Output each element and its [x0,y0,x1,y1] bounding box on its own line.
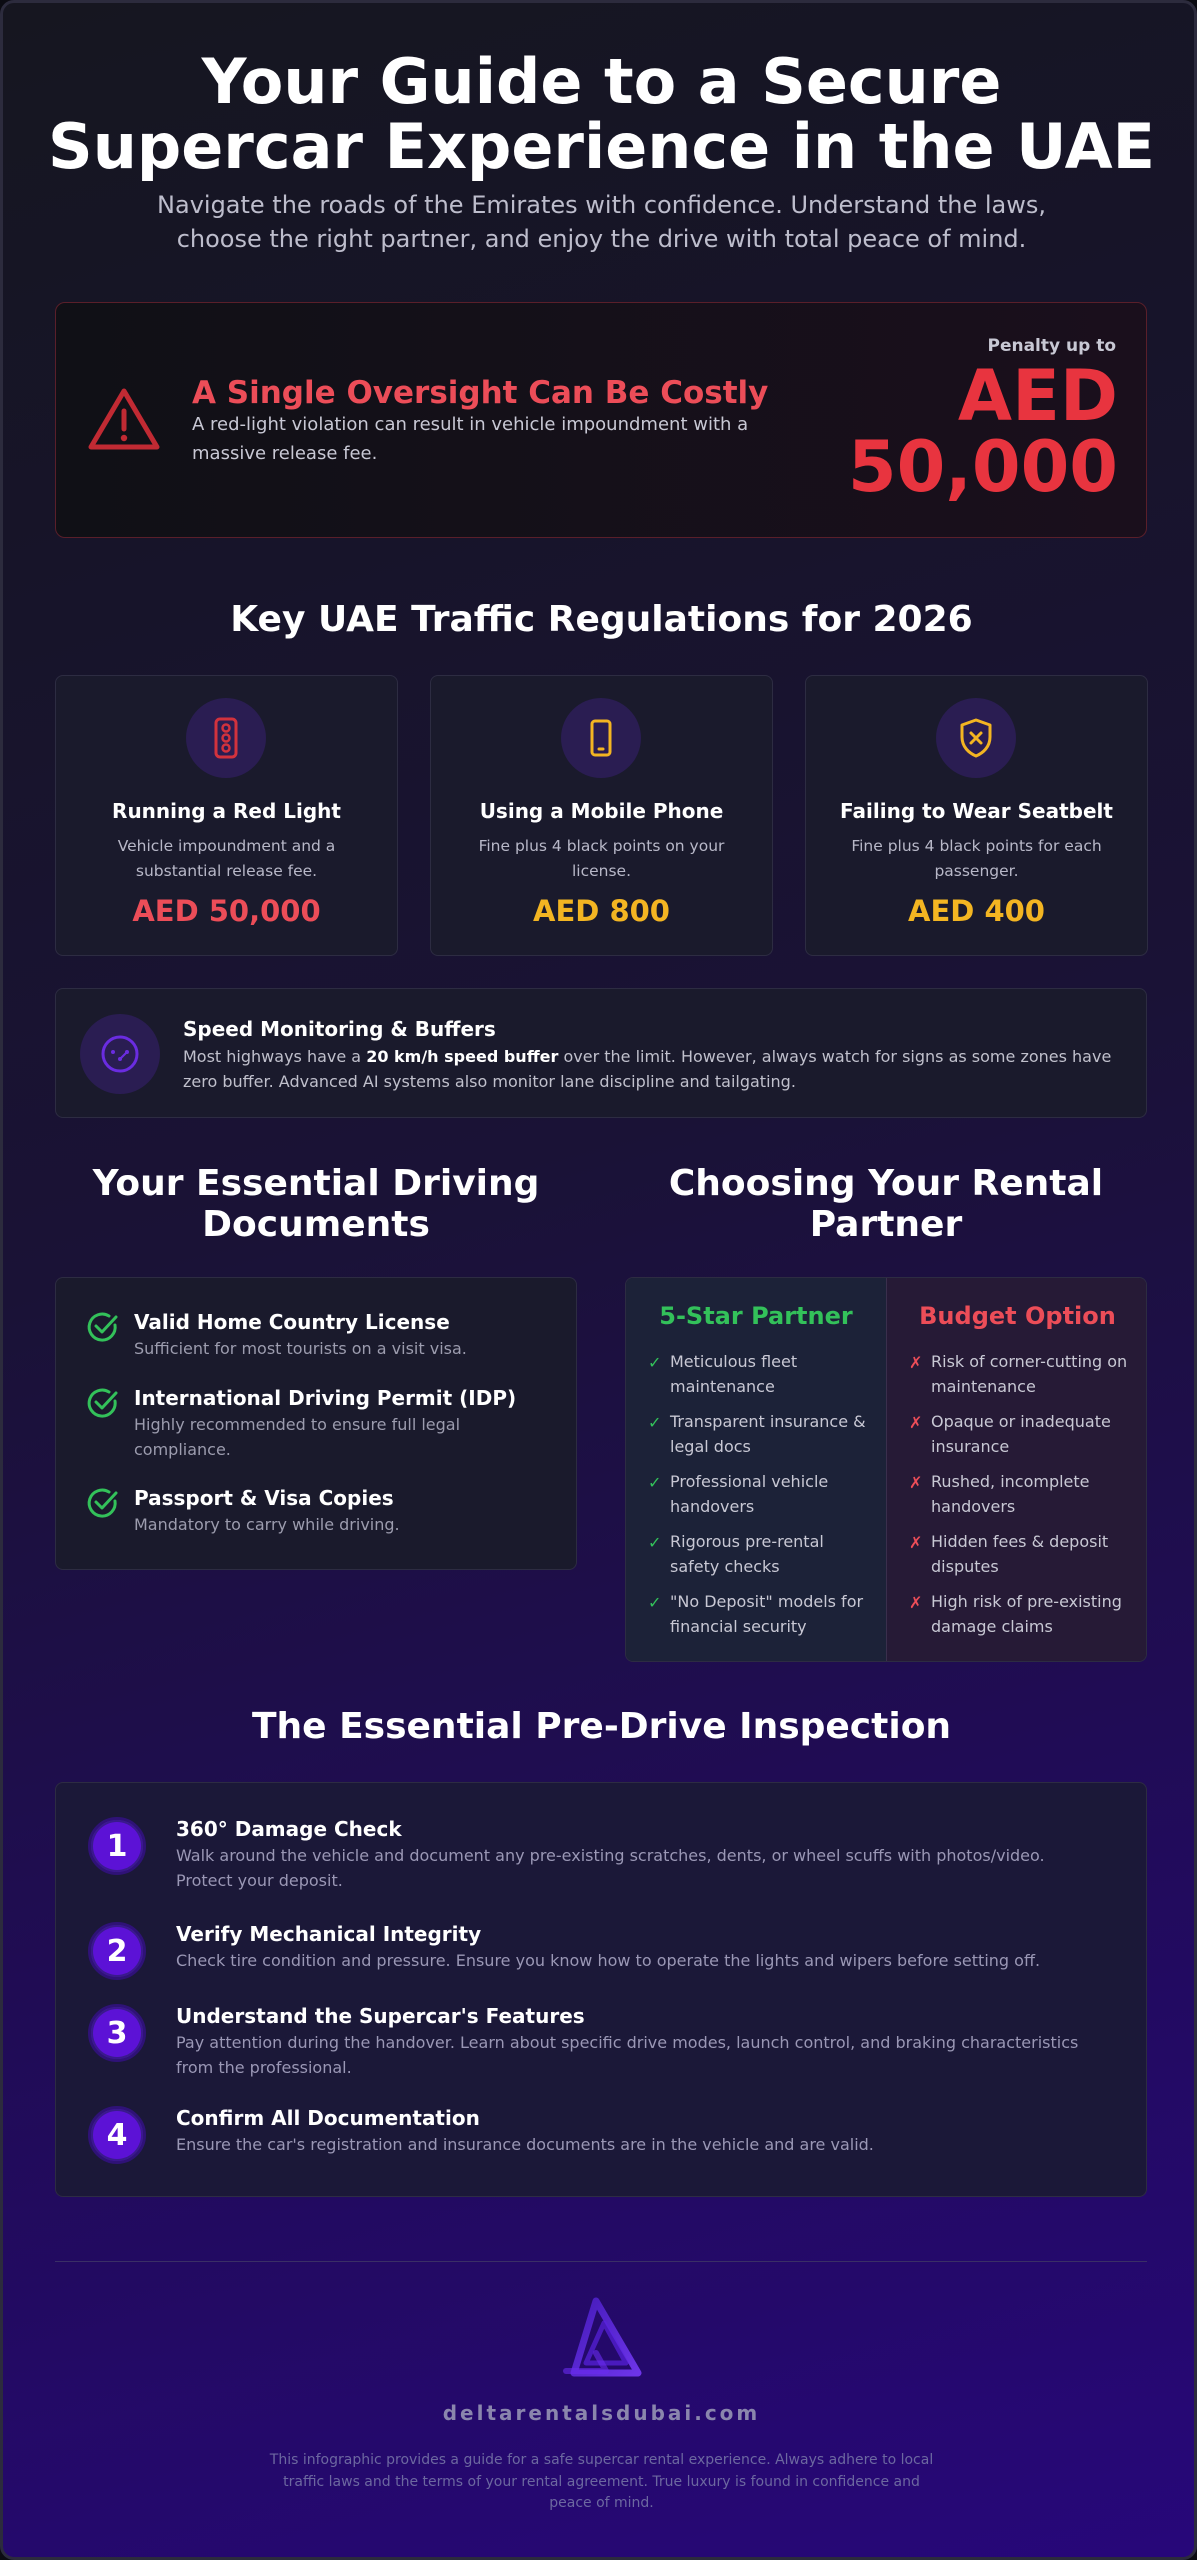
regulation-card-red-light [55,675,398,956]
cross-icon: ✗ [909,1533,923,1552]
speed-desc-before: Most highways have a [183,1047,367,1066]
partner-bad-item: ✗ Hidden fees & deposit disputes [909,1532,1109,1576]
speed-description [183,1045,1123,1095]
check-icon: ✓ [648,1473,662,1492]
page-title: Your Guide to a Secure Supercar Experience in the UAE [48,45,1155,184]
shield-x-icon [936,698,1016,778]
inspection-title: The Essential Pre-Drive Inspection [251,1706,952,1747]
budget-option-column [886,1278,1147,1662]
regulation-card-mobile-phone [430,675,773,956]
cross-icon: ✗ [909,1473,923,1492]
check-circle-icon [86,1310,120,1344]
document-title: Passport & Visa Copies [134,1486,394,1510]
partner-good-item: ✓ Professional vehicle handovers [648,1472,829,1516]
inspection-box [55,1782,1147,2197]
regulation-description: Fine plus 4 black points on your license. [478,837,725,880]
page-subtitle: Navigate the roads of the Emirates with confidence. Understand the laws, choose the right partner, and enjoy the drive with total peace of mind. [157,191,1046,253]
partner-bad-item: ✗ Risk of corner-cutting on maintenance [909,1352,1128,1396]
speed-desc-after: over the limit. However, always watch for signs as some zones have zero buffer. Advanced AI systems also monitor lane discipline and tailgating. [183,1047,1112,1091]
penalty-value: AED 50,000 [847,355,1118,509]
step-description: Walk around the vehicle and document any pre-existing scratches, dents, or wheel scuffs with photos/video. Protect your deposit. [176,1846,1045,1890]
check-circle-icon [86,1486,120,1520]
check-circle-icon [86,1386,120,1420]
partner-bad-item: ✗ High risk of pre-existing damage claims [909,1592,1122,1636]
regulation-card-seatbelt [805,675,1148,956]
step-number-badge: 3 [88,2004,146,2062]
partner-comparison [625,1277,1147,1662]
warning-title: A Single Oversight Can Be Costly [192,375,769,411]
documents-box [55,1277,577,1570]
regulation-description: Fine plus 4 black points for each passenger. [851,837,1102,880]
partner-bad-item: ✗ Opaque or inadequate insurance [909,1412,1111,1456]
regulation-fine: AED 50,000 [132,894,321,928]
step-description: Ensure the car's registration and insurance documents are in the vehicle and are valid. [176,2135,874,2154]
five-star-partner-column [626,1278,886,1662]
penalty-warning-box [55,302,1147,538]
speed-monitoring-box [55,988,1147,1118]
regulation-title: Failing to Wear Seatbelt [840,799,1113,823]
partner-bad-item: ✗ Rushed, incomplete handovers [909,1472,1090,1516]
documents-title: Your Essential Driving Documents [92,1163,540,1246]
check-icon: ✓ [648,1413,662,1432]
speed-buffer-highlight: 20 km/h speed buffer [366,1047,559,1066]
mobile-phone-icon [561,698,641,778]
partner-good-item: ✓ Transparent insurance & legal docs [648,1412,866,1456]
penalty-label: Penalty up to [987,336,1116,356]
delta-logo-icon [556,2293,648,2385]
step-title: Understand the Supercar's Features [176,2004,585,2028]
regulation-title: Using a Mobile Phone [479,799,724,823]
document-description: Sufficient for most tourists on a visit visa. [134,1339,467,1358]
check-icon: ✓ [648,1593,662,1612]
document-title: Valid Home Country License [134,1310,450,1334]
step-number-badge: 4 [88,2106,146,2164]
cross-icon: ✗ [909,1413,923,1432]
check-icon: ✓ [648,1533,662,1552]
site-url[interactable]: deltarentalsdubai.com [442,2401,761,2425]
document-description: Highly recommended to ensure full legal compliance. [134,1415,461,1459]
footer-divider [55,2261,1147,2262]
cross-icon: ✗ [909,1593,923,1612]
speedometer-icon [80,1014,160,1094]
regulation-description: Vehicle impoundment and a substantial release fee. [117,837,336,880]
regulation-fine: AED 800 [533,894,670,928]
step-description: Check tire condition and pressure. Ensure you know how to operate the lights and wipers before setting off. [176,1951,1041,1970]
step-number-badge: 1 [88,1817,146,1875]
regulations-title: Key UAE Traffic Regulations for 2026 [230,599,973,640]
partner-title: Choosing Your Rental Partner [668,1163,1104,1246]
warning-description: A red-light violation can result in vehicle impoundment with a massive release fee. [192,414,749,464]
step-number-badge: 2 [88,1922,146,1980]
step-title: Verify Mechanical Integrity [176,1922,482,1946]
step-title: 360° Damage Check [176,1817,402,1841]
document-description: Mandatory to carry while driving. [134,1515,400,1534]
document-title: International Driving Permit (IDP) [134,1386,517,1410]
partner-good-item: ✓ Meticulous fleet maintenance [648,1352,798,1396]
budget-heading: Budget Option [919,1302,1116,1330]
cross-icon: ✗ [909,1353,923,1372]
partner-good-item: ✓ "No Deposit" models for financial security [648,1592,864,1636]
regulation-fine: AED 400 [908,894,1045,928]
speed-title: Speed Monitoring & Buffers [183,1017,496,1041]
five-star-heading: 5-Star Partner [659,1302,853,1330]
partner-good-item: ✓ Rigorous pre-rental safety checks [648,1532,824,1576]
step-title: Confirm All Documentation [176,2106,480,2130]
regulation-title: Running a Red Light [112,799,341,823]
footer-disclaimer: This infographic provides a guide for a safe supercar rental experience. Always adhere to local traffic laws and the terms of your rental agreement. True luxury is found in confidence and peace of mind. [269,2452,934,2512]
check-icon: ✓ [648,1353,662,1372]
warning-triangle-icon [86,385,162,453]
step-description: Pay attention during the handover. Learn about specific drive modes, launch control, and braking characteristics from the professional. [176,2033,1079,2077]
traffic-light-icon [186,698,266,778]
